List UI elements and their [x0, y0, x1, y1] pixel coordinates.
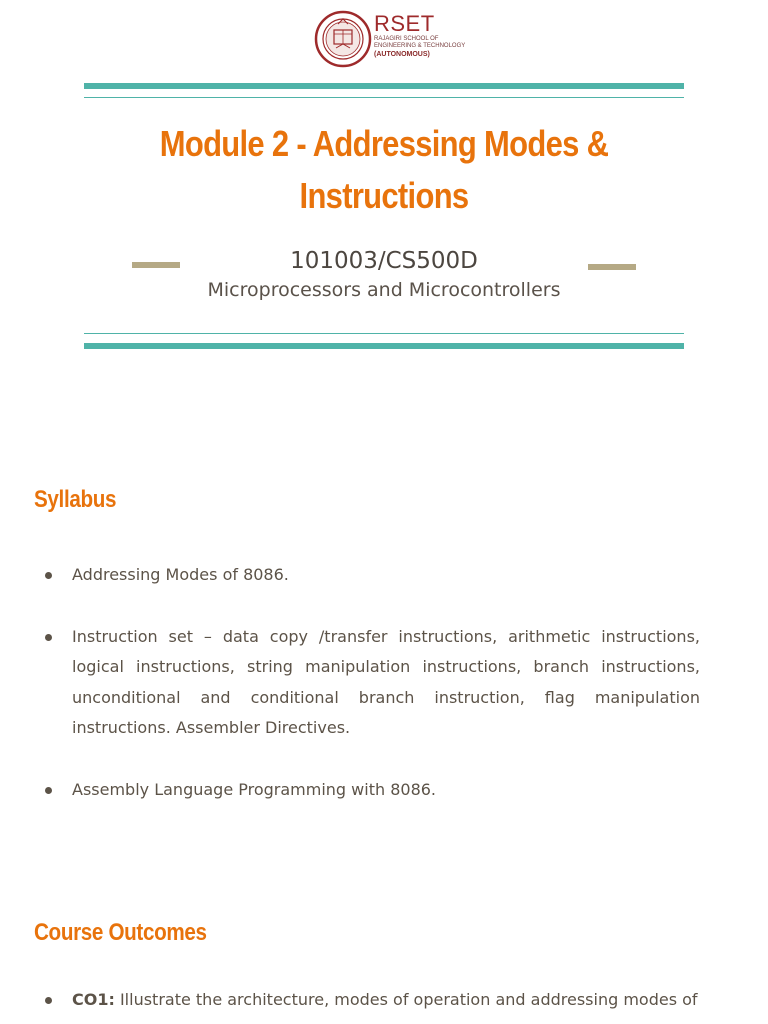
- college-logo: [314, 10, 464, 70]
- course-outcomes-list: [40, 985, 700, 1016]
- bottom-rule-thin: [84, 333, 684, 334]
- course-outcomes-heading: Course Outcomes: [34, 919, 207, 946]
- logo-title: RSET: [374, 11, 435, 36]
- top-rule-thick: [84, 83, 684, 89]
- co-label: CO1:: [72, 990, 115, 1009]
- bullet-icon: [45, 997, 52, 1004]
- syllabus-item-text: Assembly Language Programming with 8086.: [72, 779, 437, 799]
- logo-subtitle-line2: ENGINEERING & TECHNOLOGY: [374, 43, 466, 49]
- syllabus-item-text: Instruction set – data copy /transfer instructions, arithmetic instructions, logical instructions, string manipulation instructions, branch instructions, unconditional and conditional branch instruction, flag manipulation instructions. Assembler Directives.: [72, 626, 700, 737]
- college-seal-icon: [314, 10, 372, 68]
- course-name: Microprocessors and Microcontrollers: [207, 279, 561, 301]
- bottom-rule-thick: [84, 343, 684, 349]
- bullet-icon: [45, 634, 52, 641]
- bullet-icon: [45, 787, 52, 794]
- logo-subtitle-line1: RAJAGIRI SCHOOL OF: [374, 36, 439, 42]
- logo-autonomous: (AUTONOMOUS): [374, 51, 430, 58]
- syllabus-list: [40, 560, 700, 805]
- course-code: 101003/CS500D: [290, 248, 478, 274]
- list-item: [40, 622, 700, 744]
- syllabus-heading: Syllabus: [34, 486, 117, 513]
- bullet-icon: [45, 572, 52, 579]
- co-text: Illustrate the architecture, modes of operation and addressing modes of: [114, 990, 698, 1009]
- list-item: [40, 560, 700, 591]
- page-title: Module 2 - Addressing Modes & Instructions: [159, 123, 609, 216]
- logo-text: [374, 12, 466, 59]
- syllabus-item-text: Addressing Modes of 8086.: [72, 565, 289, 584]
- list-item: [40, 985, 700, 1016]
- top-rule-thin: [84, 97, 684, 98]
- list-item: [40, 775, 700, 806]
